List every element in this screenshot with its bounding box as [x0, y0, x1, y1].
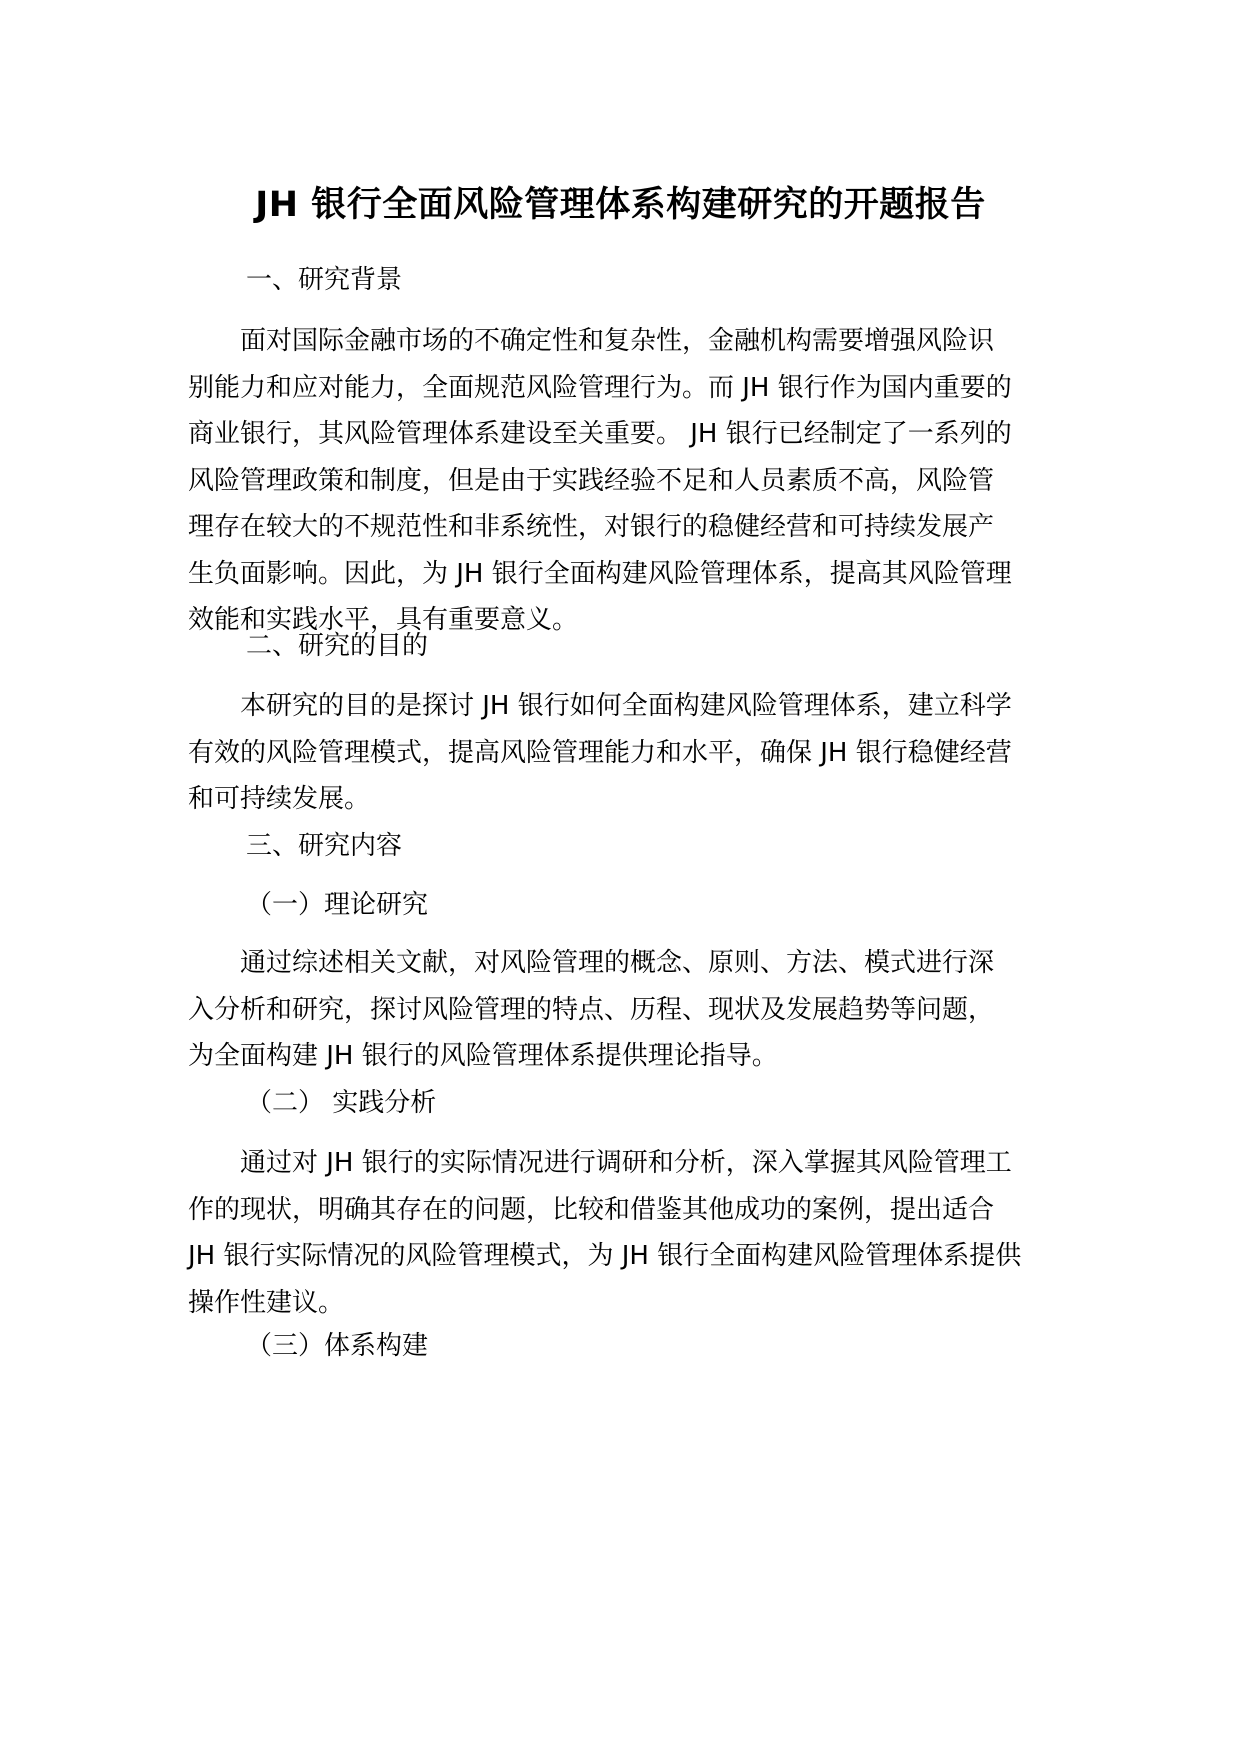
subsection-paragraph-theory [188, 940, 1048, 1080]
paragraph-line: 效能和实践水平，具有重要意义。 [188, 605, 579, 635]
paragraph-line: 操作性建议。 [188, 1287, 345, 1318]
paragraph-line: 通过综述相关文献，对风险管理的概念、原则、方法、模式进行深 [188, 948, 995, 978]
paragraph-line: 商业银行，其风险管理体系建设至关重要。 JH 银行已经制定了一系列的 [188, 419, 1012, 449]
subsection-heading-theory: （一）理论研究 [246, 890, 429, 920]
section-heading-content: 三、研究内容 [246, 831, 403, 861]
paragraph-line: JH 银行实际情况的风险管理模式，为 JH 银行全面构建风险管理体系提供 [188, 1241, 1022, 1271]
paragraph-line: 和可持续发展。 [188, 784, 371, 814]
paragraph-line: 为全面构建 JH 银行的风险管理体系提供理论指导。 [188, 1041, 778, 1071]
document-title: JH 银行全面风险管理体系构建研究的开题报告 [255, 185, 986, 225]
subsection-heading-system: （三）体系构建 [246, 1331, 429, 1361]
section-heading-purpose: 二、研究的目的 [246, 631, 429, 661]
paragraph-line: 风险管理政策和制度，但是由于实践经验不足和人员素质不高，风险管 [188, 465, 995, 496]
paragraph-line: 作的现状，明确其存在的问题，比较和借鉴其他成功的案例，提出适合 [188, 1194, 995, 1225]
subsection-heading-practice: （二） 实践分析 [246, 1088, 437, 1118]
paragraph-line: 理存在较大的不规范性和非系统性，对银行的稳健经营和可持续发展产 [188, 512, 995, 542]
paragraph-line: 有效的风险管理模式，提高风险管理能力和水平，确保 JH 银行稳健经营 [188, 737, 1012, 768]
paragraph-line: 入分析和研究，探讨风险管理的特点、历程、现状及发展趋势等问题， [188, 994, 995, 1025]
paragraph-line: 别能力和应对能力，全面规范风险管理行为。而 JH 银行作为国内重要的 [188, 372, 1012, 403]
paragraph-line: 本研究的目的是探讨 JH 银行如何全面构建风险管理体系，建立科学 [188, 691, 1012, 721]
section-paragraph-background [188, 318, 1048, 644]
subsection-paragraph-practice [188, 1140, 1048, 1326]
section-heading-background: 一、研究背景 [246, 265, 403, 295]
paragraph-line: 通过对 JH 银行的实际情况进行调研和分析，深入掌握其风险管理工 [188, 1148, 1012, 1178]
section-paragraph-purpose [188, 683, 1048, 823]
paragraph-line: 面对国际金融市场的不确定性和复杂性，金融机构需要增强风险识 [188, 326, 995, 356]
paragraph-line: 生负面影响。因此，为 JH 银行全面构建风险管理体系，提高其风险管理 [188, 558, 1012, 589]
